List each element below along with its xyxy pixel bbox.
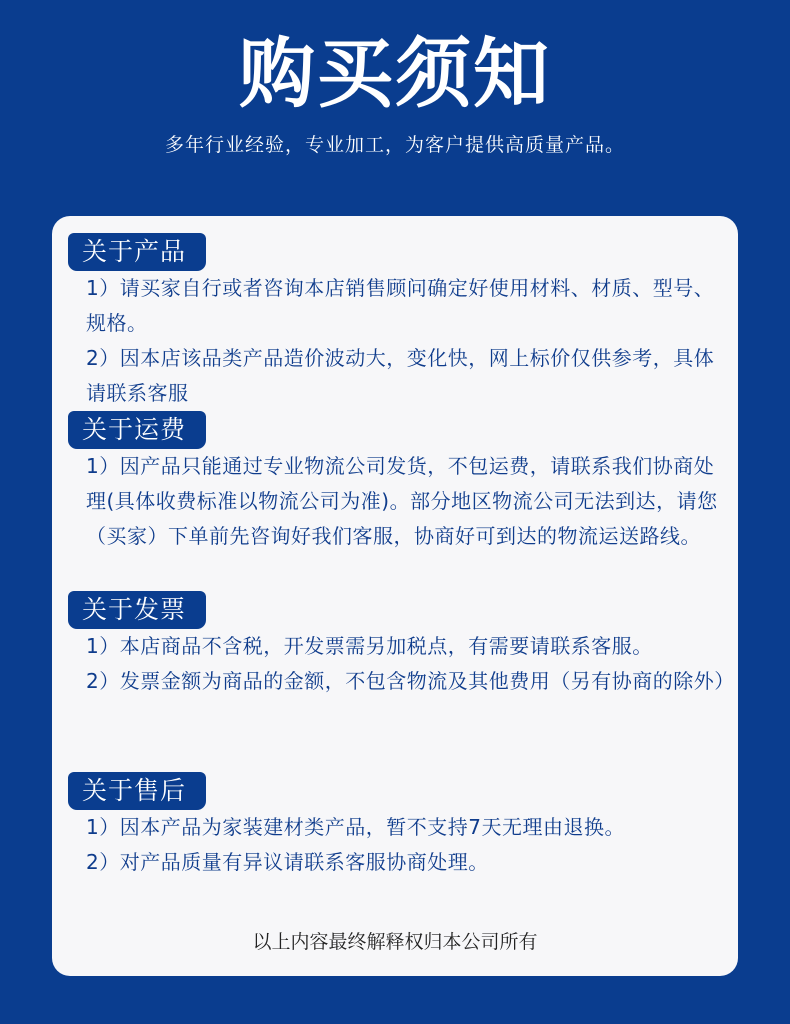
section-heading-product: 关于产品 xyxy=(68,233,206,271)
section-shipping xyxy=(68,411,728,554)
page-subtitle: 多年行业经验，专业加工，为客户提供高质量产品。 xyxy=(164,134,625,156)
product-item-1: 1）请买家自行或者咨询本店销售顾问确定好使用材料、材质、型号、规格。 xyxy=(86,276,715,335)
after-sales-item-1: 1）因本产品为家装建材类产品，暂不支持7天无理由退换。 xyxy=(86,815,625,839)
footer-disclaimer: 以上内容最终解释权归本公司所有 xyxy=(252,931,538,953)
shipping-item-1: 1）因产品只能通过专业物流公司发货，不包运费，请联系我们协商处理(具体收费标准以物流公司为准)。部分地区物流公司无法到达，请您（买家）下单前先咨询好我们客服，协商好可到达的物流运送路线。 xyxy=(86,454,718,548)
invoice-item-2: 2）发票金额为商品的金额，不包含物流及其他费用（另有协商的除外） xyxy=(86,669,735,693)
section-heading-shipping: 关于运费 xyxy=(68,411,206,449)
after-sales-item-2: 2）对产品质量有异议请联系客服协商处理。 xyxy=(86,850,489,874)
notice-card xyxy=(52,216,738,976)
section-product xyxy=(68,233,728,411)
section-after-sales xyxy=(68,772,728,880)
section-heading-after-sales: 关于售后 xyxy=(68,772,206,810)
invoice-item-1: 1）本店商品不含税，开发票需另加税点，有需要请联系客服。 xyxy=(86,634,653,658)
page-title: 购买须知 xyxy=(239,29,551,118)
product-item-2: 2）因本店该品类产品造价波动大，变化快，网上标价仅供参考，具体请联系客服 xyxy=(86,346,715,405)
section-heading-invoice: 关于发票 xyxy=(68,591,206,629)
section-invoice xyxy=(68,591,735,699)
